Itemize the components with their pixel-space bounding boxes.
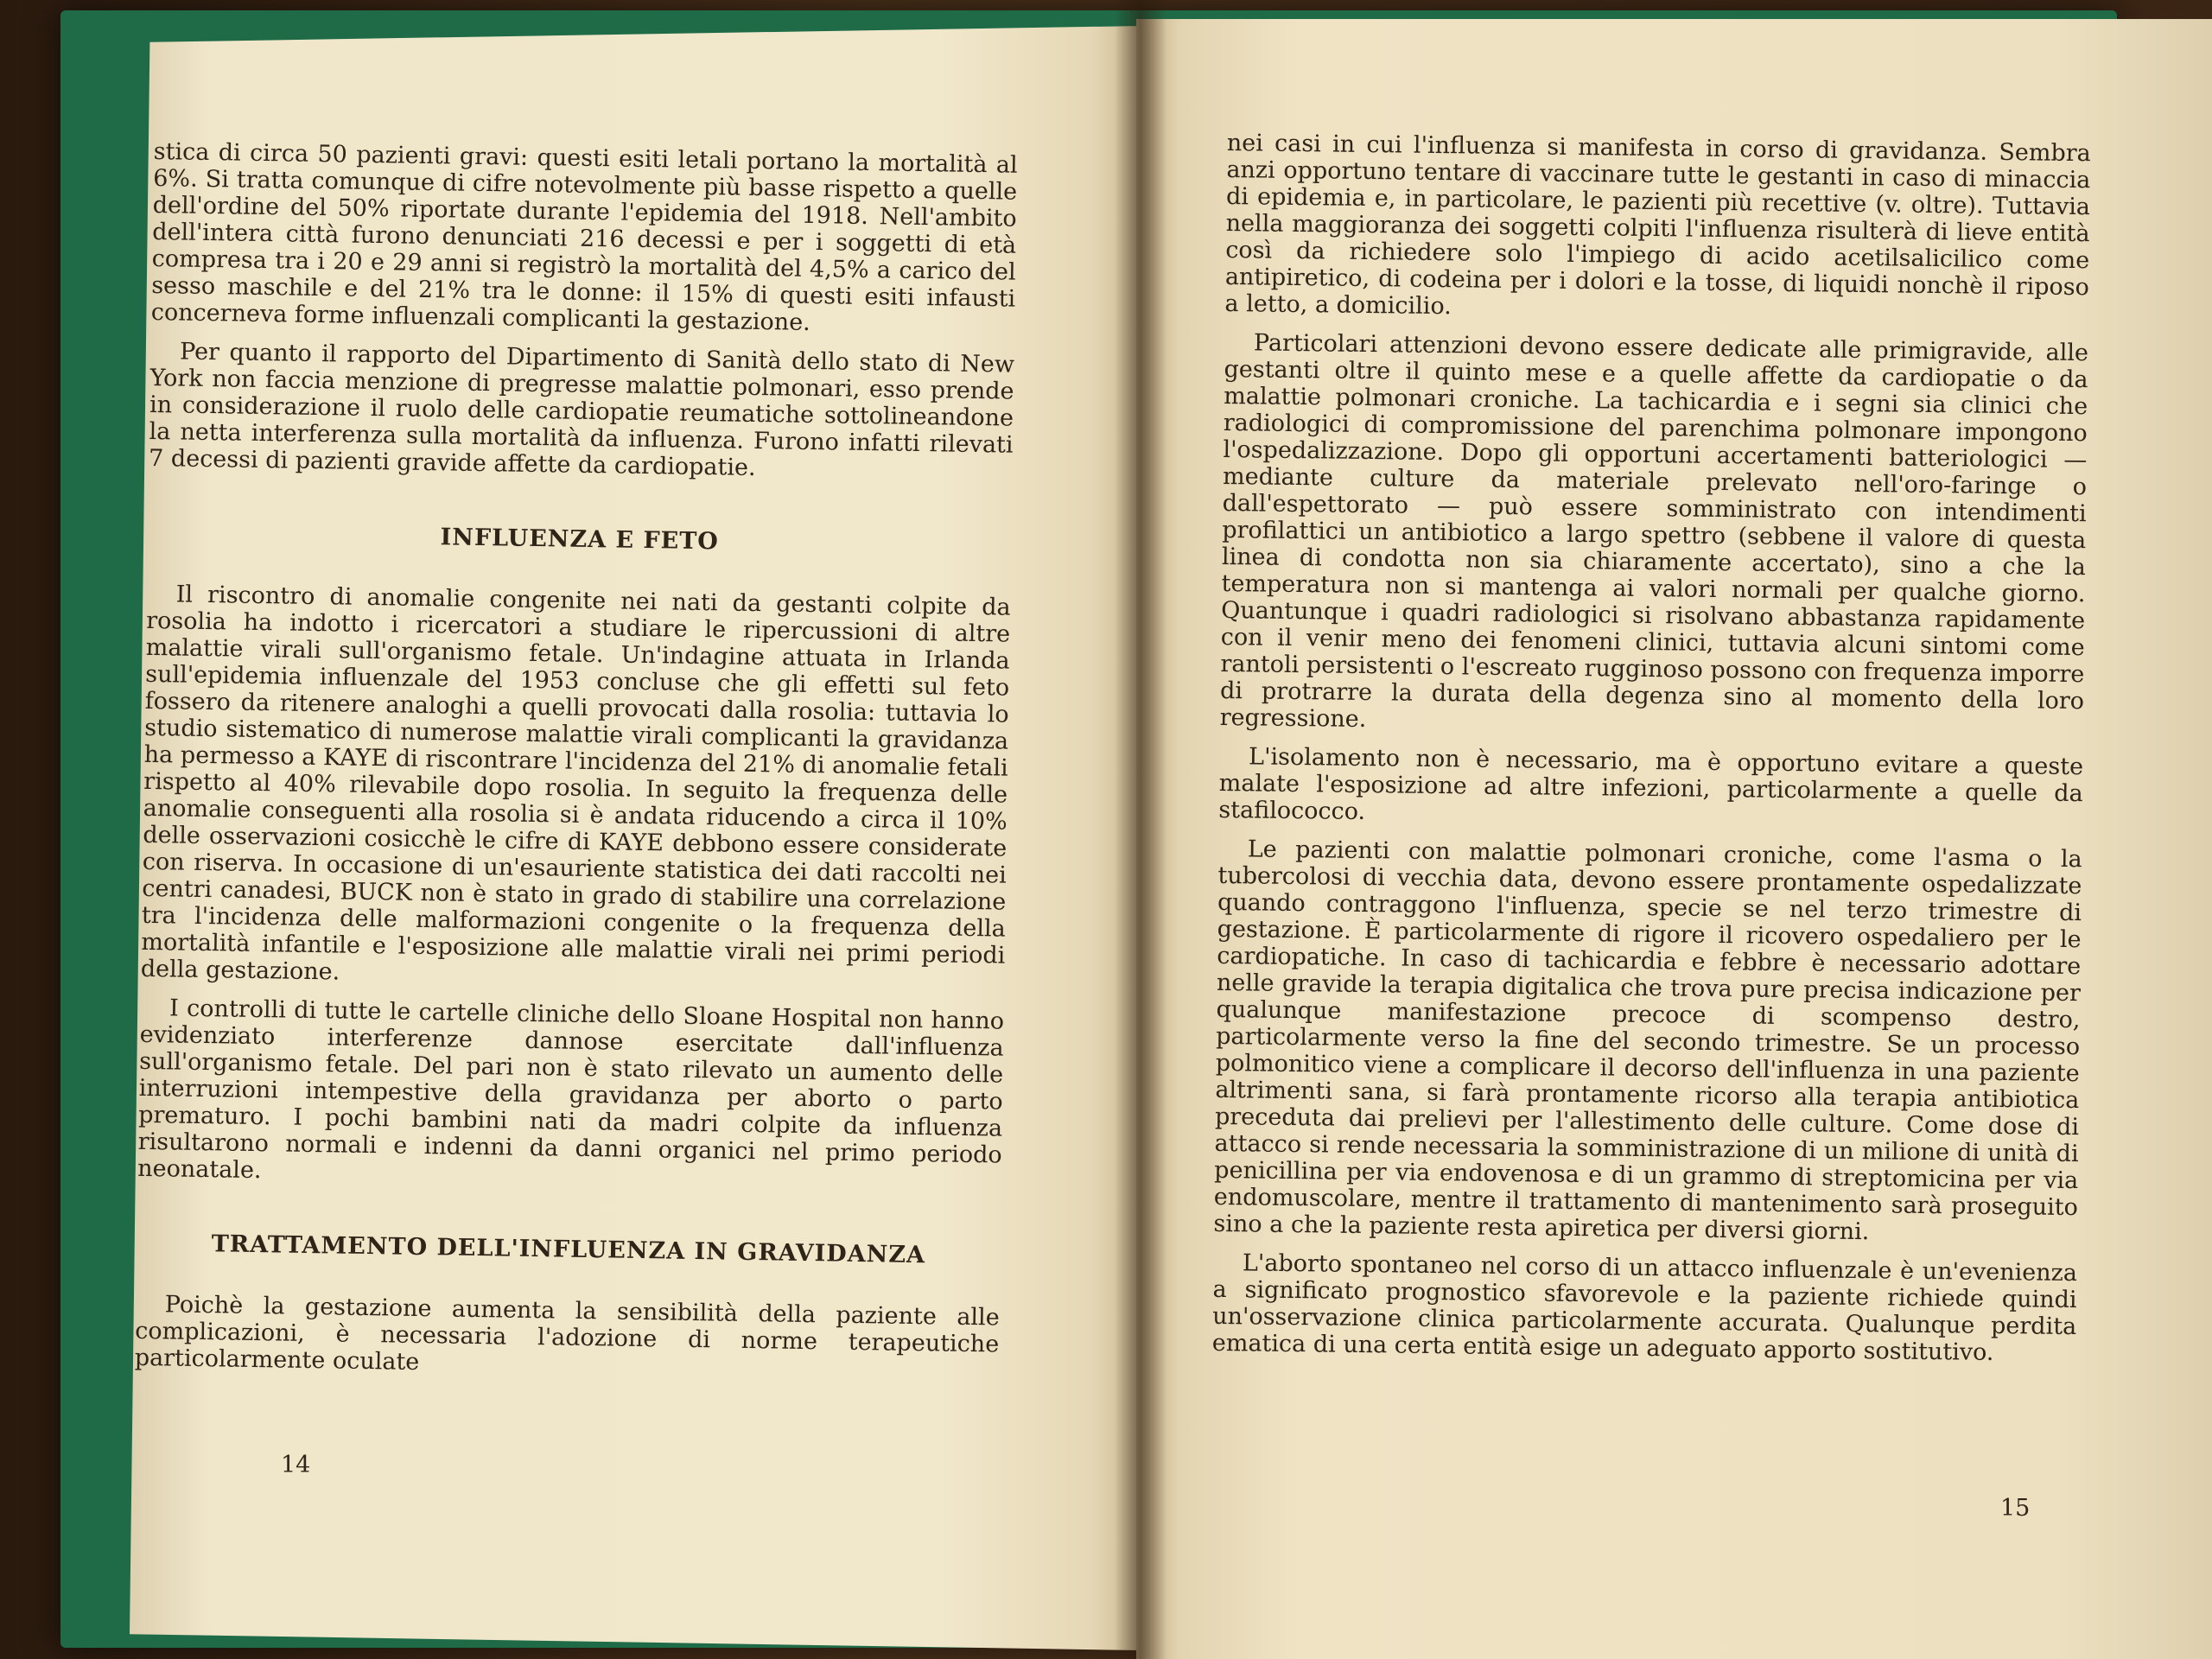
left-paragraph-3: Il riscontro di anomalie congenite nei nati da gestanti colpite da rosolia ha indotto i ricercatori a studiare le ripercussioni di altre malattie virali sull'organismo fetale. Un'indagine attuata in Irlanda sull'epidemia influenzale del 1953 concluse che gli effetti sul feto fossero da ritenere analoghi a quelli provocati dalla rosolia: tuttavia lo studio sistematico di numerose malattie virali complicanti la gravidanza ha permesso a KAYE di riscontrare l'incidenza del 21% di anomalie fetali rispetto al 40% rilevabile dopo rosolia. In seguito la frequenza delle anomalie conseguenti alla rosolia si è andata riducendo a circa il 10% delle osservazioni cosicchè le cifre di KAYE debbono essere considerate con riserva. In occasione di un'esauriente statistica dei dati raccolti nei centri canadesi, BUCK non è stato in grado di stabilire una correlazione tra l'incidenza delle malformazioni congenite o la frequenza della mortalità infantile e l'esposizione alle malattie virali nei primi periodi della gestazione.: [140, 581, 1011, 986]
right-page-text: [1211, 130, 2090, 1379]
right-paragraph-5: L'aborto spontaneo nel corso di un attacco influenzale è un'evenienza a significato prognostico sfavorevole e la paziente richiede quindi un'osservazione clinica particolarmente accurata. Qualunque perdita ematica di una certa entità esige un adeguato apporto sostitutivo.: [1211, 1249, 2078, 1366]
page-number-left: 14: [281, 1452, 311, 1478]
left-page-text: [134, 138, 1018, 1397]
right-paragraph-4: Le pazienti con malattie polmonari croniche, come l'asma o la tubercolosi di vecchia data, devono essere prontamente ospedalizzate quando contraggono l'influenza, specie se nel terzo trimestre di gestazione. È particolarmente di rigore il ricovero ospedaliero per le cardiopatiche. In caso di tachicardia e febbre è necessario adottare nelle gravide la terapia digitalica che trova pure precisa indicazione per qualunque manifestazione precoce di scompenso destro, particolarmente verso la fine del secondo trimestre. Se un processo polmonitico viene a complicare il decorso dell'influenza in una paziente altrimenti sana, si farà prontamente ricorso alla terapia antibiotica preceduta dai prelievi per l'allestimento delle culture. Come dose di attacco si rende necessaria la somministrazione di un milione di unità di penicillina per via endovenosa e di un grammo di streptomicina per via endomuscolare, mentre il trattamento di mantenimento sarà proseguito sino a che la paziente resta apiretica per diversi giorni.: [1213, 836, 2082, 1246]
left-paragraph-1: stica di circa 50 pazienti gravi: questi esiti letali portano la mortalità al 6%. Si tratta comunque di cifre notevolmente più basse rispetto a quelle dell'ordine del 50% riportate durante l'epidemia del 1918. Nell'ambito dell'intera città furono denunciati 216 decessi e per i soggetti di età compresa tra i 20 e 29 anni si registrò la mortalità del 4,5% a carico del sesso maschile e del 21% tra le donne: il 15% di questi esiti infausti concerneva forme influenzali complicanti la gestazione.: [150, 138, 1018, 336]
right-paragraph-2: Particolari attenzioni devono essere dedicate alle primigravide, alle gestanti oltre il quinto mese e a quelle affette da cardiopatie o da malattie polmonari croniche. La tachicardia e i segni sia clinici che radiologici di compromissione del parenchima polmonare impongono l'ospedalizzazione. Dopo gli opportuni accertamenti batteriologici — mediante culture da materiale prelevato nell'oro-faringe o dall'espettorato — può essere somministrato con intendimenti profilattici un antibiotico a largo spettro (sebbene il valore di questa linea di condotta non sia chiaramente accertato), sino a che la temperatura non si mantenga ai valori normali per qualche giorno. Quantunque i quadri radiologici si risolvano abbastanza rapidamente con il venir meno dei fenomeni clinici, tuttavia alcuni sintomi come rantoli persistenti o l'escreato rugginoso possono con frequenza imporre di protrarre la durata della degenza sino al momento della loro regressione.: [1219, 329, 2089, 734]
book-gutter: [1115, 0, 1166, 1659]
section-heading-influenza-feto: INFLUENZA E FETO: [440, 524, 720, 556]
right-paragraph-3: L'isolamento non è necessario, ma è opportuno evitare a queste malate l'esposizione ad altre infezioni, particolarmente a quelle da stafilococco.: [1218, 743, 2084, 826]
left-paragraph-5: Poichè la gestazione aumenta la sensibilità della paziente alle complicazioni, è necessaria l'adozione di norme terapeutiche particolarmente oculate: [134, 1291, 1000, 1376]
right-paragraph-1: nei casi in cui l'influenza si manifesta in corso di gravidanza. Sembra anzi opportuno tentare di vaccinare tutte le gestanti in caso di minaccia di epidemia e, in particolare, le pazienti più recettive (v. oltre). Tuttavia nella maggioranza dei soggetti colpiti l'influenza risulterà di lieve entità così da richiedere solo l'impiego di acido acetilsalicilico come antipiretico, di codeina per i dolori e la tosse, di liquidi nonchè il riposo a letto, a domicilio.: [1224, 130, 2091, 321]
page-number-right: 15: [2000, 1495, 2031, 1522]
section-heading-trattamento: TRATTAMENTO DELL'INFLUENZA IN GRAVIDANZA: [211, 1230, 926, 1269]
left-paragraph-4: I controlli di tutte le cartelle cliniche dello Sloane Hospital non hanno evidenziato interferenze dannose esercitate dall'influenza sull'organismo fetale. Del pari non è stato rilevato un aumento delle interruzioni intempestive della gravidanza per aborto o parto prematuro. I pochi bambini nati da madri colpite da influenza risultarono normali e indenni da danni organici nel primo periodo neonatale.: [137, 995, 1005, 1185]
left-paragraph-2: Per quanto il rapporto del Dipartimento di Sanità dello stato di New York non faccia menzione di pregresse malattie polmonari, esso prende in considerazione il ruolo delle cardiopatie reumatiche sottolineandone la netta interferenza sulla mortalità da influenza. Furono infatti rilevati 7 decessi di pazienti gravide affette da cardiopatie.: [148, 338, 1015, 481]
